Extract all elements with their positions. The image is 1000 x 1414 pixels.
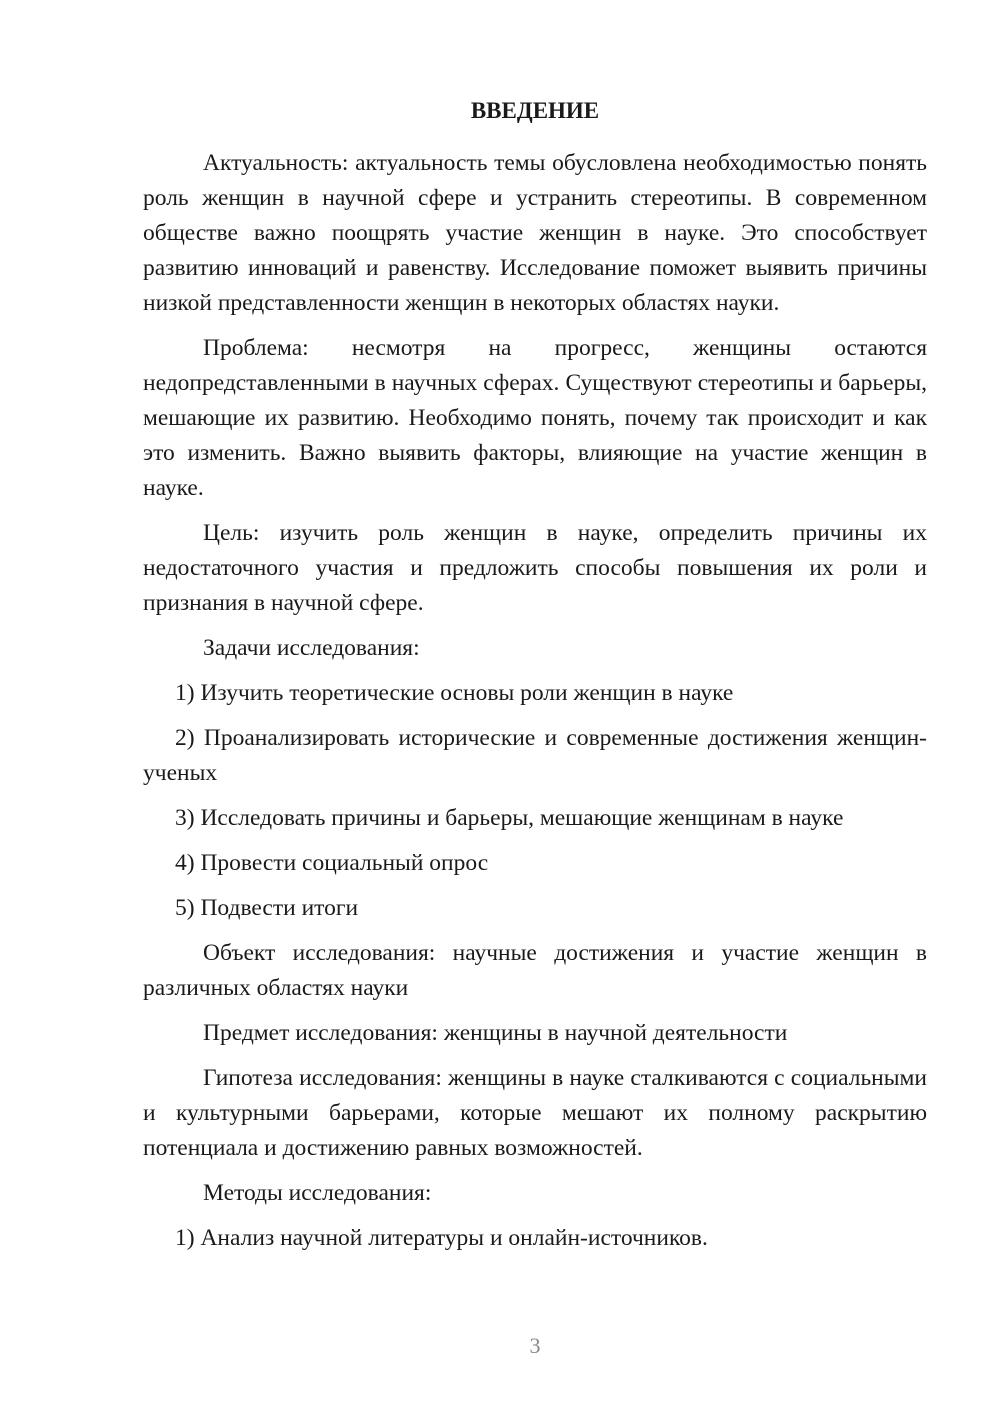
problem-paragraph: Проблема: несмотря на прогресс, женщины остаются недопредставленными в научных сферах. Существуют стереотипы и барьеры, мешающие их развитию. Необходимо понять, почему так происходит и как это изменить. Важно выявить факторы, влияющие на участие женщин в науке. — [143, 335, 927, 501]
tasks-heading: Задачи исследования: — [203, 635, 420, 661]
section-title: ВВЕДЕНИЕ — [470, 98, 600, 123]
goal-paragraph: Цель: изучить роль женщин в науке, определить причины их недостаточного участия и предложить способы повышения их роли и признания в научной сфере. — [143, 520, 927, 616]
relevance-paragraph: Актуальность: актуальность темы обусловлена необходимостью понять роль женщин в научной сфере и устранить стереотипы. В современном обществе важно поощрять участие женщин в науке. Это способствует развитию инноваций и равенству. Исследование поможет выявить причины низкой представленности женщин в некоторых областях науки. — [143, 150, 927, 316]
object-paragraph: Объект исследования: научные достижения и участие женщин в различных областях науки — [143, 940, 927, 1001]
subject-paragraph: Предмет исследования: женщины в научной деятельности — [203, 1020, 788, 1046]
task-item: 4) Провести социальный опрос — [175, 850, 489, 876]
task-item: 2) Проанализировать исторические и современные достижения женщин-ученых — [143, 725, 927, 786]
page-number: 3 — [529, 1333, 541, 1358]
task-item: 3) Исследовать причины и барьеры, мешающие женщинам в науке — [175, 805, 844, 831]
method-item: 1) Анализ научной литературы и онлайн-источников. — [175, 1225, 708, 1251]
hypothesis-paragraph: Гипотеза исследования: женщины в науке сталкиваются с социальными и культурными барьерами, которые мешают их полному раскрытию потенциала и достижению равных возможностей. — [143, 1065, 927, 1161]
document-body — [143, 92, 927, 1266]
methods-heading: Методы исследования: — [203, 1180, 432, 1206]
task-item: 5) Подвести итоги — [175, 895, 359, 921]
task-item: 1) Изучить теоретические основы роли женщин в науке — [175, 680, 734, 706]
